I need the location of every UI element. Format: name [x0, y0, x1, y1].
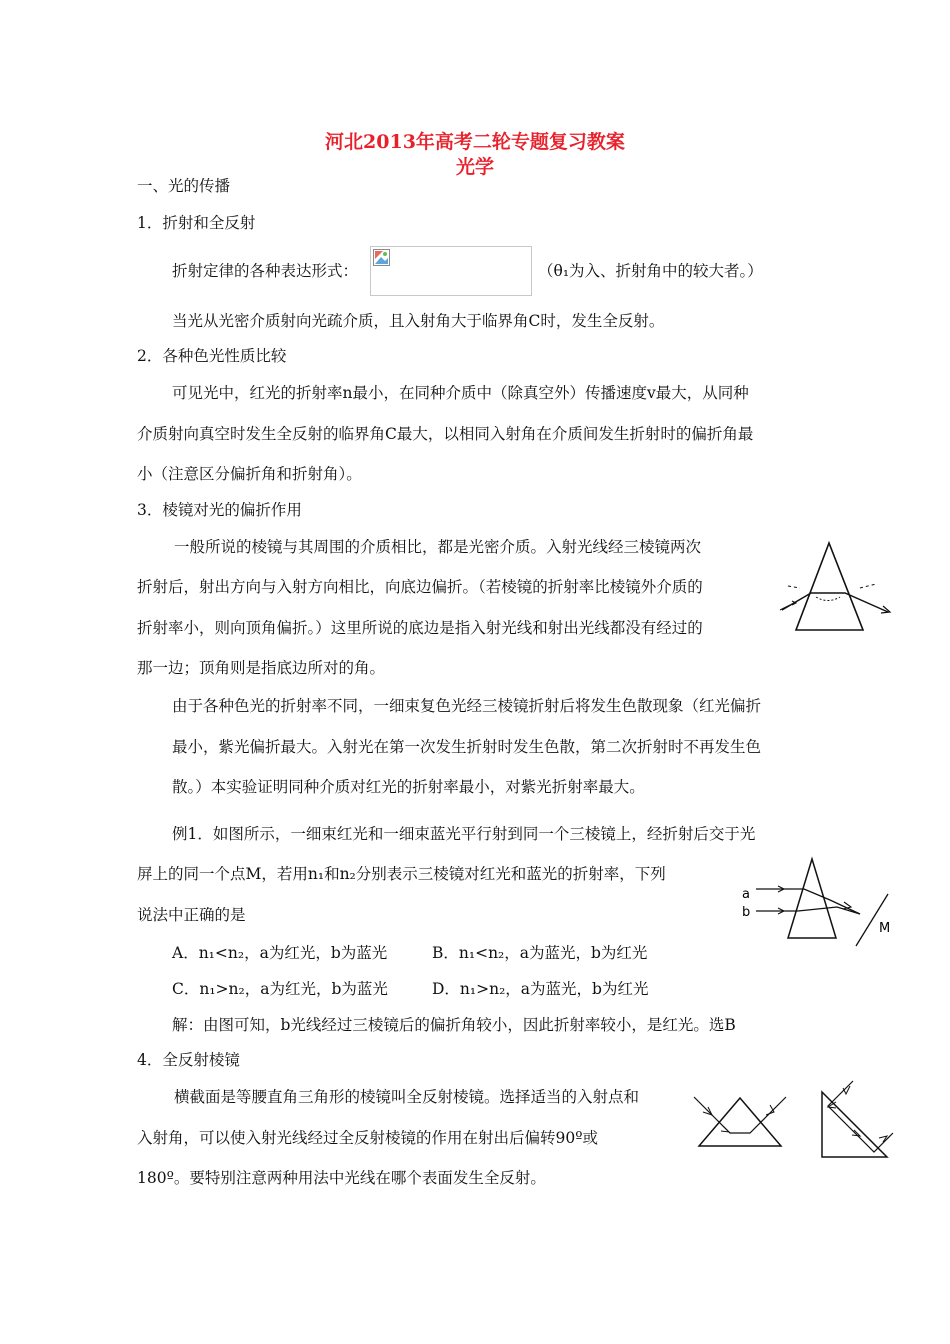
paragraph-line: 由于各种色光的折射率不同，一细束复色光经三棱镜折射后将发生色散现象（红光偏折: [172, 697, 762, 715]
paragraph-line: （θ₁为入、折射角中的较大者。）: [538, 262, 763, 280]
paragraph-line: 介质射向真空时发生全反射的临界角C最大，以相同入射角在介质间发生折射时的偏折角最: [137, 425, 754, 443]
example-line: 例1．如图所示，一细束红光和一细束蓝光平行射到同一个三棱镜上，经折射后交于光: [172, 825, 756, 843]
solution-line: 解：由图可知，b光线经过三棱镜后的偏折角较小，因此折射率较小，是红光。选B: [172, 1016, 736, 1034]
total-reflection-prism-90-diagram: [810, 1080, 895, 1160]
paragraph-line: 折射定律的各种表达形式：: [172, 262, 359, 280]
broken-image-icon: [373, 249, 390, 266]
label-M: M: [879, 921, 891, 936]
paragraph-line: 横截面是等腰直角三角形的棱镜叫全反射棱镜。选择适当的入射点和: [174, 1088, 640, 1106]
paragraph-line: 散。）本实验证明同种介质对红光的折射率最小，对紫光折射率最大。: [172, 778, 645, 796]
paragraph-line: 可见光中，红光的折射率n最小，在同种介质中（除真空外）传播速度v最大，从同种: [172, 384, 749, 402]
paragraph-line: 最小，紫光偏折最大。入射光在第一次发生折射时发生色散，第二次折射时不再发生色: [172, 738, 762, 756]
paragraph-line: 那一边；顶角则是指底边所对的角。: [137, 659, 386, 677]
paragraph-line: 180º。要特别注意两种用法中光线在哪个表面发生全反射。: [137, 1169, 546, 1187]
option-d: D．n₁>n₂，a为蓝光，b为红光: [432, 980, 649, 998]
option-b: B．n₁<n₂，a为蓝光，b为红光: [432, 944, 648, 962]
paragraph-line: 折射后，射出方向与入射方向相比，向底边偏折。（若棱镜的折射率比棱镜外介质的: [137, 578, 703, 596]
subsection-heading: 3．棱镜对光的偏折作用: [137, 501, 302, 519]
label-a: a: [742, 887, 750, 902]
paragraph-line: 入射角，可以使入射光线经过全反射棱镜的作用在射出后偏转90º或: [137, 1129, 599, 1147]
section-heading: 一、光的传播: [137, 177, 231, 195]
paragraph-line: 小（注意区分偏折角和折射角）。: [137, 465, 362, 483]
document-subtitle: 光学: [455, 156, 494, 178]
paragraph-line: 折射率小，则向顶角偏折。）这里所说的底边是指入射光线和射出光线都没有经过的: [137, 619, 703, 637]
option-c: C．n₁>n₂，a为红光，b为蓝光: [172, 980, 388, 998]
total-reflection-prism-180-diagram: [690, 1085, 790, 1151]
prism-deflection-diagram: [780, 538, 920, 634]
example-line: 屏上的同一个点M，若用n₁和n₂分别表示三棱镜对红光和蓝光的折射率，下列: [137, 865, 666, 883]
formula-image-placeholder: [370, 246, 532, 296]
example-line: 说法中正确的是: [137, 906, 246, 924]
example-prism-diagram: [738, 856, 898, 951]
paragraph-line: 当光从光密介质射向光疏介质，且入射角大于临界角C时，发生全反射。: [172, 312, 665, 330]
subsection-heading: 2．各种色光性质比较: [137, 347, 287, 365]
label-b: b: [742, 905, 751, 920]
document-title: 河北2013年高考二轮专题复习教案: [325, 131, 625, 153]
subsection-heading: 4．全反射棱镜: [137, 1051, 240, 1069]
subsection-heading: 1．折射和全反射: [137, 214, 256, 232]
paragraph-line: 一般所说的棱镜与其周围的介质相比，都是光密介质。入射光线经三棱镜两次: [174, 538, 702, 556]
option-a: A．n₁<n₂，a为红光，b为蓝光: [172, 944, 388, 962]
